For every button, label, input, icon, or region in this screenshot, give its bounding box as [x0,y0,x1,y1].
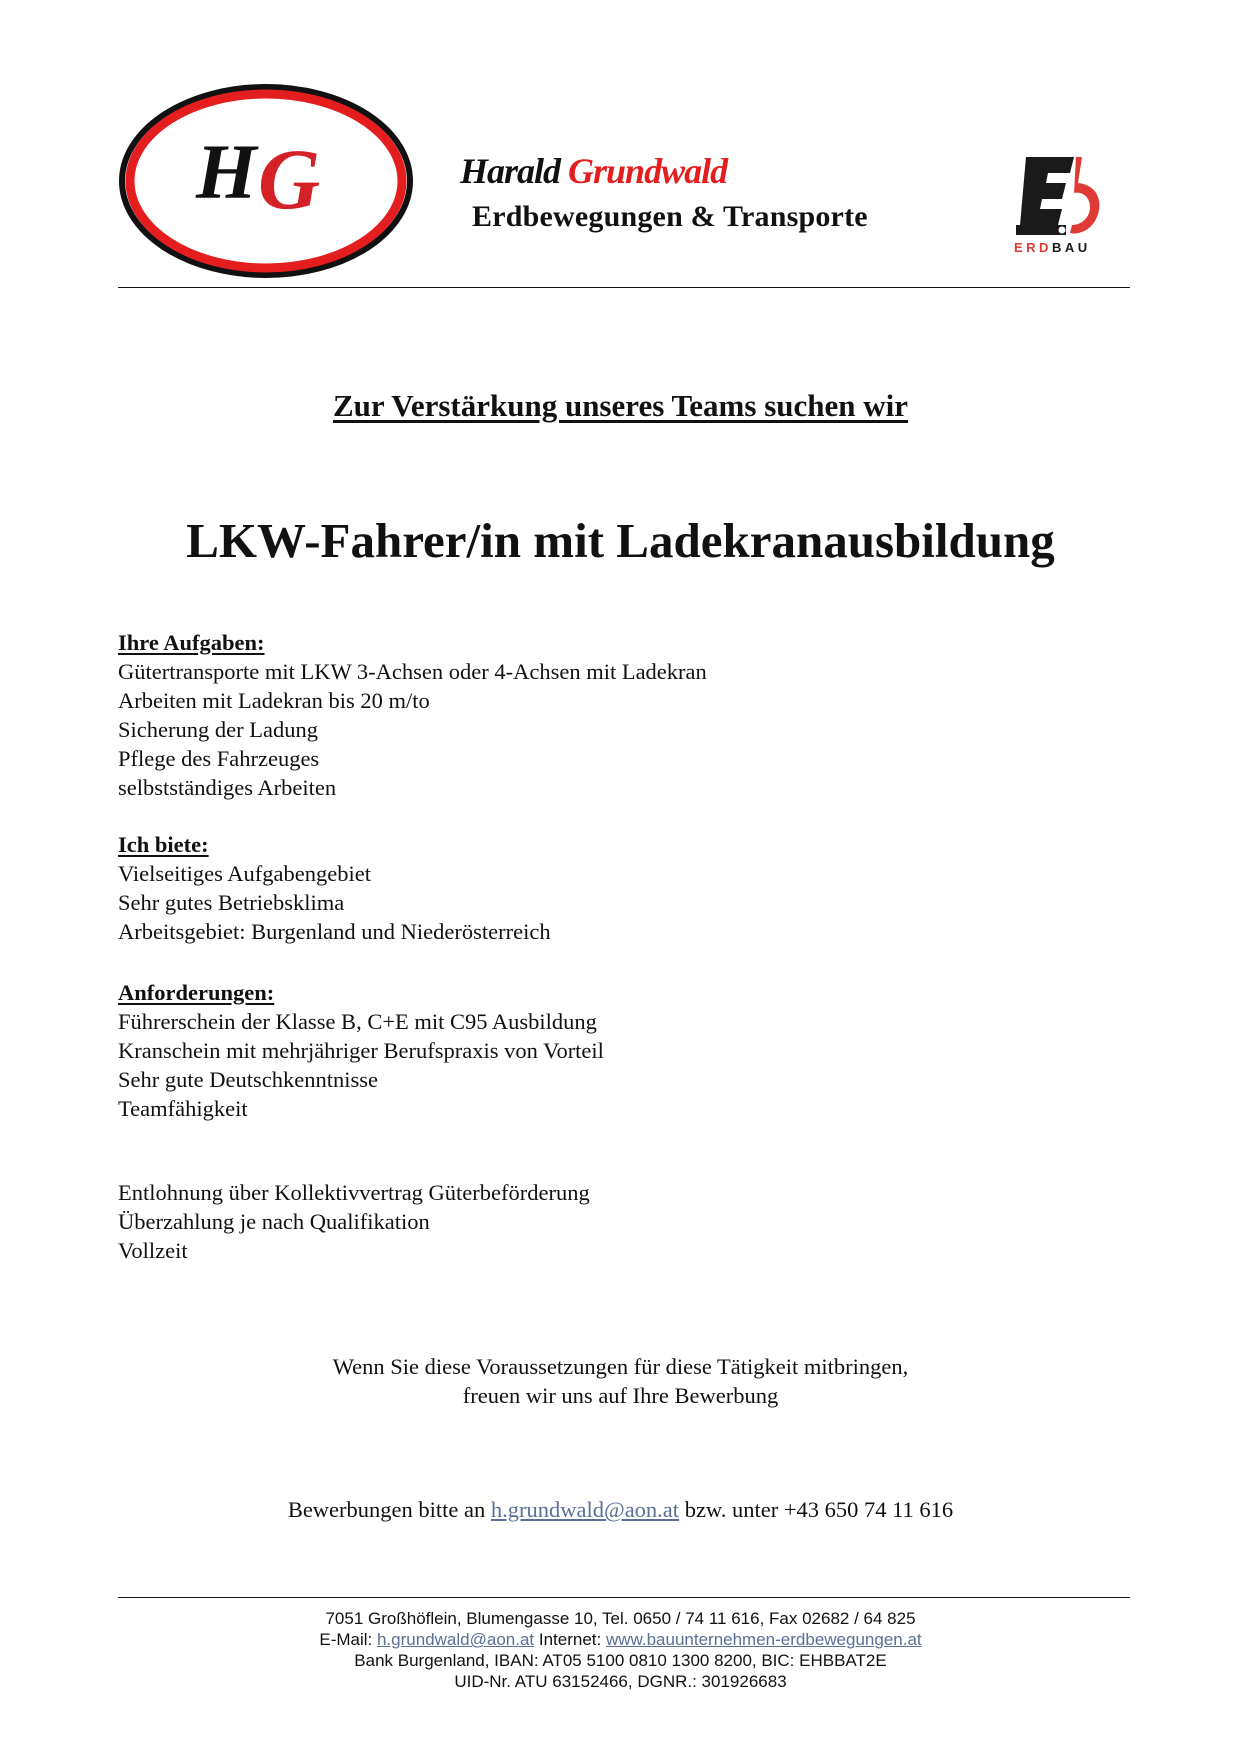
list-item: Überzahlung je nach Qualifikation [118,1209,430,1234]
intro-heading [0,388,1241,424]
list-item: Kranschein mit mehrjähriger Berufspraxis von Vorteil [118,1038,604,1063]
erdbau-label: ERDBAU [1014,240,1091,255]
section-tasks [118,628,707,802]
intro-heading-text: Zur Verstärkung unseres Teams suchen wir [332,388,909,423]
company-subtitle: Erdbewegungen & Transporte [472,200,868,233]
list-item: Teamfähigkeit [118,1096,248,1121]
company-name [460,150,727,192]
hg-company-logo [118,83,414,279]
section-heading: Ihre Aufgaben: [118,630,265,655]
section-requirements [118,978,604,1123]
footer-internet-label: Internet: [534,1630,606,1649]
company-last-name: Grundwald [568,151,728,191]
header-divider [118,287,1130,288]
footer [0,1608,1241,1692]
logo-letter-g: G [258,131,321,227]
apply-suffix: bzw. unter +43 650 74 11 616 [679,1497,954,1522]
closing-text [0,1352,1241,1410]
footer-uid: UID-Nr. ATU 63152466, DGNR.: 301926683 [454,1672,787,1691]
footer-divider [118,1597,1130,1598]
closing-line: freuen wir uns auf Ihre Bewerbung [462,1383,779,1408]
footer-website-link[interactable]: www.bauunternehmen-erdbewegungen.at [605,1630,922,1649]
list-item: Entlohnung über Kollektivvertrag Güterbeförderung [118,1180,590,1205]
list-item: Sehr gute Deutschkenntnisse [118,1067,378,1092]
apply-prefix: Bewerbungen bitte an [287,1497,491,1522]
footer-bank: Bank Burgenland, IBAN: AT05 5100 0810 1300 8200, BIC: EHBBAT2E [354,1651,887,1670]
section-heading: Ich biete: [118,832,209,857]
apply-email-link[interactable]: h.grundwald@aon.at [490,1497,680,1522]
job-title: LKW-Fahrer/in mit Ladekranausbildung [186,513,1055,568]
list-item: Arbeiten mit Ladekran bis 20 m/to [118,688,430,713]
erdbau-partner-logo [1012,155,1112,255]
list-item: Sicherung der Ladung [118,717,318,742]
list-item: Vielseitiges Aufgabengebiet [118,861,371,886]
logo-letter-h: H [196,128,257,215]
footer-email-link[interactable]: h.grundwald@aon.at [376,1630,535,1649]
erdbau-wheel-icon [1059,227,1066,234]
list-item: Führerschein der Klasse B, C+E mit C95 Ausbildung [118,1009,597,1034]
footer-contact [0,1629,1241,1650]
list-item: Sehr gutes Betriebsklima [118,890,345,915]
company-first-name: Harald [460,151,561,191]
list-item: Vollzeit [118,1238,188,1263]
section-terms [118,1178,590,1265]
section-offer [118,830,551,946]
application-contact [0,1497,1241,1523]
list-item: selbstständiges Arbeiten [118,775,337,800]
footer-email-label: E-Mail: [319,1630,377,1649]
list-item: Gütertransporte mit LKW 3-Achsen oder 4-Achsen mit Ladekran [118,659,707,684]
erdbau-5-shape [1070,157,1099,233]
erdbau-e-shape [1020,157,1074,225]
list-item: Arbeitsgebiet: Burgenland und Niederösterreich [118,919,551,944]
section-heading: Anforderungen: [118,980,275,1005]
closing-line: Wenn Sie diese Voraussetzungen für diese Tätigkeit mitbringen, [332,1354,909,1379]
list-item: Pflege des Fahrzeuges [118,746,320,771]
footer-address: 7051 Großhöflein, Blumengasse 10, Tel. 0650 / 74 11 616, Fax 02682 / 64 825 [325,1609,916,1628]
